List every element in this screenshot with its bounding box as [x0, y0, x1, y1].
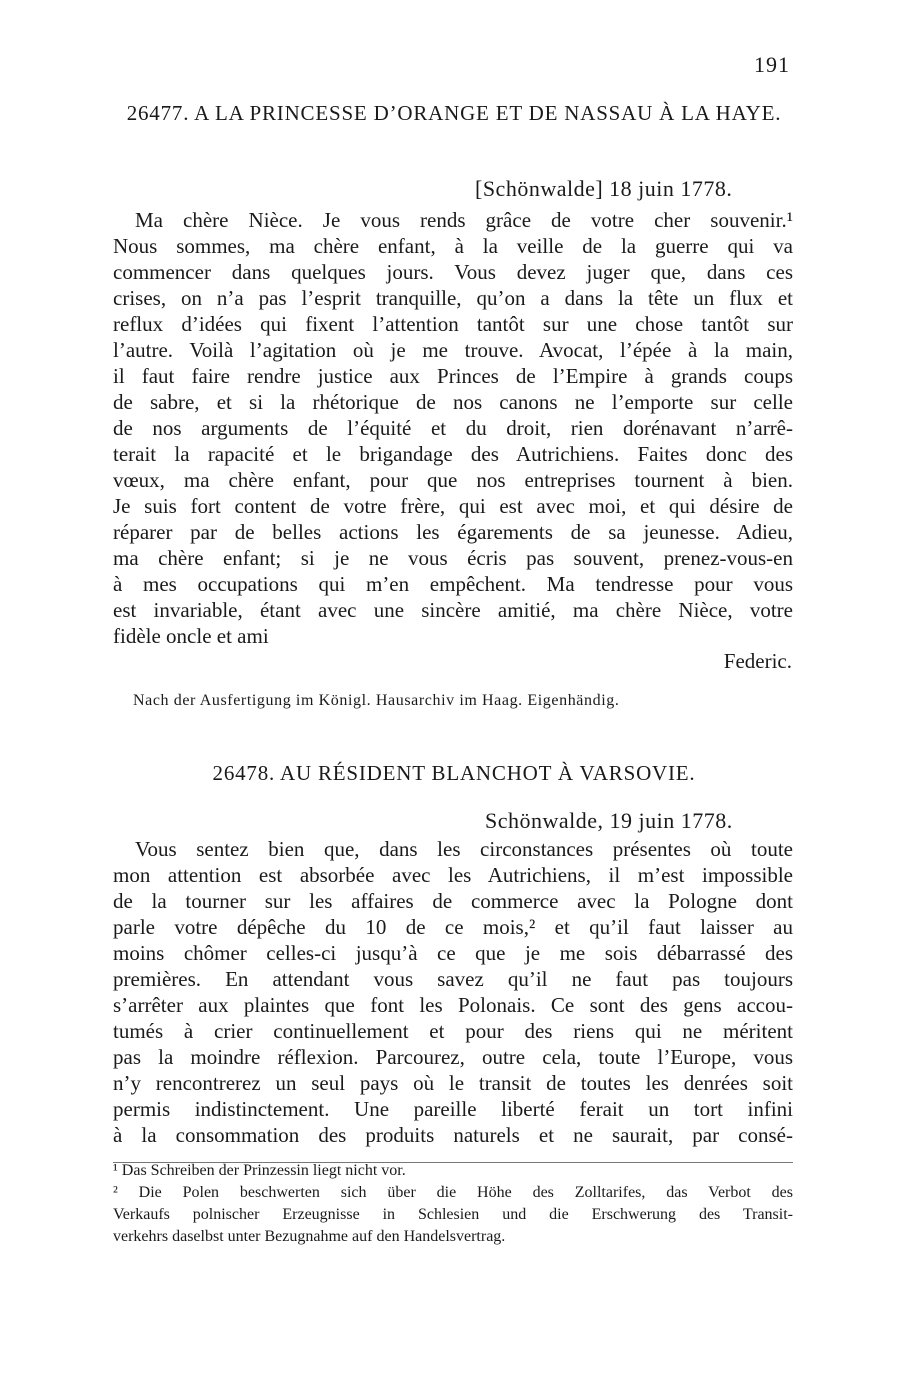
text-line: fidèle oncle et ami: [113, 624, 269, 648]
text-line: reflux d’idées qui fixent l’attention tantôt sur une chose tantôt sur: [113, 312, 793, 336]
place-date: [Schönwalde] 18 juin 1778.: [475, 176, 733, 201]
text-line: de nos arguments de l’équité et du droit, rien dorénavant n’arrê-: [113, 416, 793, 440]
letter-body: [113, 836, 793, 1148]
text-line: moins chômer celles-ci jusqu’à ce que je me sois débarrassé des: [113, 941, 793, 965]
text-line: réparer par de belles actions les égarements de sa jeunesse. Adieu,: [113, 520, 793, 544]
text-line: est invariable, étant avec une sincère amitié, ma chère Nièce, votre: [113, 598, 793, 622]
footnotes: [113, 1160, 793, 1248]
text-line: à mes occupations qui m’en empêchent. Ma tendresse pour vous: [113, 572, 793, 596]
footnote-line: ² Die Polen beschwerten sich über die Höhe des Zolltarifes, das Verbot des: [113, 1184, 793, 1201]
text-line: crises, on n’a pas l’esprit tranquille, qu’on a dans la tête un flux et: [113, 286, 793, 310]
letter-heading: 26478. AU RÉSIDENT BLANCHOT À VARSOVIE.: [212, 761, 696, 785]
page-number: 191: [754, 52, 790, 77]
text-line: n’y rencontrerez un seul pays où le transit de toutes les denrées soit: [113, 1071, 793, 1095]
text-line: permis indistinctement. Une pareille liberté ferait un tort infini: [113, 1097, 793, 1121]
letter-body: [113, 207, 793, 649]
text-line: vœux, ma chère enfant, pour que nos entreprises tournent à bien.: [113, 468, 793, 492]
source-note: Nach der Ausfertigung im Königl. Hausarchiv im Haag. Eigenhändig.: [133, 692, 620, 709]
place-date: Schönwalde, 19 juin 1778.: [485, 808, 733, 833]
text-line: Vous sentez bien que, dans les circonstances présentes où toute: [135, 837, 793, 861]
text-line: tumés à crier continuellement et pour des riens qui ne méritent: [113, 1019, 793, 1043]
text-line: pas la moindre réflexion. Parcourez, outre cela, toute l’Europe, vous: [113, 1045, 793, 1069]
signature: Federic.: [723, 649, 792, 673]
text-line: Ma chère Nièce. Je vous rends grâce de votre cher souvenir.¹: [135, 208, 793, 232]
letter-heading: 26477. A LA PRINCESSE D’ORANGE ET DE NASSAU À LA HAYE.: [126, 101, 782, 125]
text-line: ma chère enfant; si je ne vous écris pas souvent, prenez-vous-en: [113, 546, 793, 570]
text-line: s’arrêter aux plaintes que font les Polonais. Ce sont des gens accou-: [113, 993, 793, 1017]
text-line: mon attention est absorbée avec les Autrichiens, il m’est impossible: [113, 863, 793, 887]
text-line: Nous sommes, ma chère enfant, à la veille de la guerre qui va: [113, 234, 793, 258]
text-line: l’autre. Voilà l’agitation où je me trouve. Avocat, l’épée à la main,: [113, 338, 793, 362]
footnote-line: Verkaufs polnischer Erzeugnisse in Schlesien und die Erschwerung des Transit-: [113, 1206, 793, 1223]
text-line: premières. En attendant vous savez qu’il ne faut pas toujours: [113, 967, 793, 991]
text-line: il faut faire rendre justice aux Princes de l’Empire à grands coups: [113, 364, 793, 388]
footnote-line: verkehrs daselbst unter Bezugnahme auf den Handelsvertrag.: [113, 1228, 506, 1245]
text-line: Je suis fort content de votre frère, qui est avec moi, et qui désire de: [113, 494, 793, 518]
text-line: terait la rapacité et le brigandage des Autrichiens. Faites donc des: [113, 442, 793, 466]
text-line: commencer dans quelques jours. Vous devez juger que, dans ces: [113, 260, 793, 284]
text-line: à la consommation des produits naturels et ne saurait, par consé-: [113, 1123, 793, 1147]
text-line: parle votre dépêche du 10 de ce mois,² et qu’il faut laisser au: [113, 915, 793, 939]
text-line: de sabre, et si la rhétorique de nos canons ne l’emporte sur celle: [113, 390, 793, 414]
text-line: de la tourner sur les affaires de commerce avec la Pologne dont: [113, 889, 793, 913]
footnote-line: ¹ Das Schreiben der Prinzessin liegt nicht vor.: [113, 1162, 406, 1179]
